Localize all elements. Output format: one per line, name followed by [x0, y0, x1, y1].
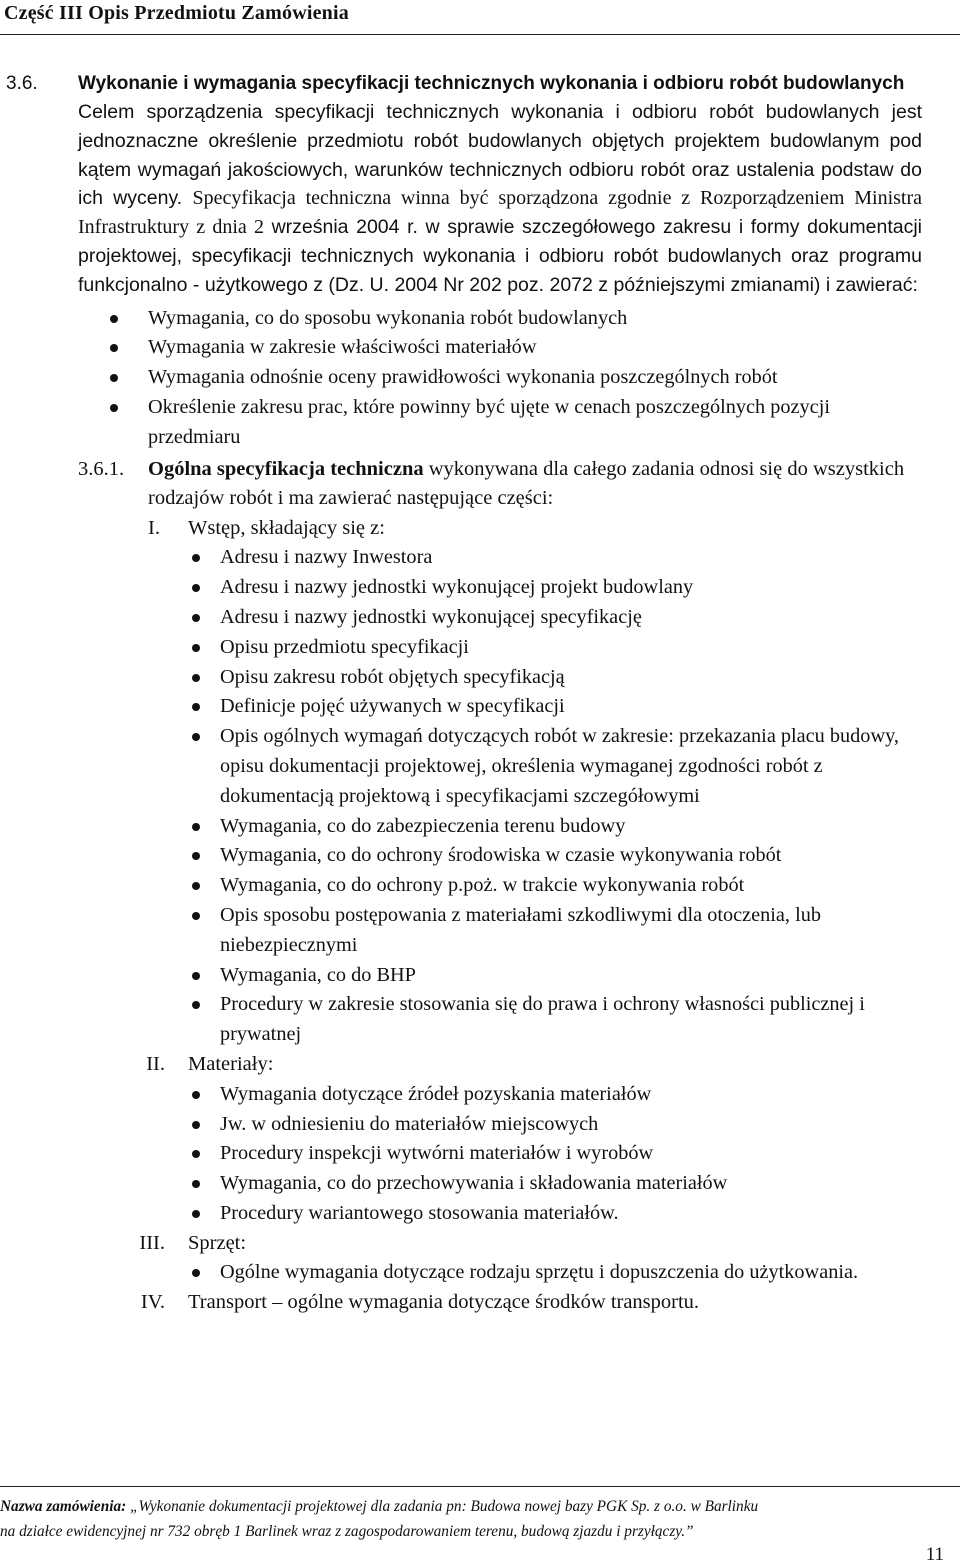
requirements-list — [0, 304, 960, 453]
list-item: Wymagania, co do BHP — [0, 961, 960, 991]
section-intro-paragraph — [78, 98, 922, 300]
page-number: 11 — [925, 1544, 944, 1565]
header-divider — [0, 34, 960, 35]
part-heading — [0, 1288, 960, 1318]
list-item: Wymagania w zakresie właściwości materiałów — [0, 333, 960, 363]
part-heading — [0, 1229, 960, 1259]
list-item: Wymagania, co do ochrony środowiska w czasie wykonywania robót — [0, 841, 960, 871]
footer-divider — [0, 1486, 960, 1487]
subsection-number: 3.6.1. — [78, 457, 125, 480]
subsection-text: wykonywana dla całego zadania odnosi się do wszystkich rodzajów robót i ma zawierać następujące części: — [148, 457, 905, 510]
part-title: Wstęp, składający się z: — [188, 516, 385, 539]
part-items-list — [0, 1258, 960, 1288]
page-header-title: Część III Opis Przedmiotu Zamówienia — [4, 2, 349, 24]
list-item: Opisu przedmiotu specyfikacji — [0, 633, 960, 663]
list-item: Procedury w zakresie stosowania się do prawa i ochrony własności publicznej i prywatnej — [0, 990, 960, 1050]
part-items-list — [0, 543, 960, 1050]
list-item: Adresu i nazwy Inwestora — [0, 543, 960, 573]
list-item: Ogólne wymagania dotyczące rodzaju sprzętu i dopuszczenia do użytkowania. — [0, 1258, 960, 1288]
list-item: Definicje pojęć używanych w specyfikacji — [0, 692, 960, 722]
footer-label: Nazwa zamówienia: — [0, 1498, 127, 1515]
list-item: Adresu i nazwy jednostki wykonującej projekt budowlany — [0, 573, 960, 603]
part-numeral: I. — [148, 516, 160, 539]
part-numeral: III. — [139, 1231, 165, 1254]
section-number: 3.6. — [6, 73, 38, 94]
part-items-list — [0, 1080, 960, 1229]
section-heading-text: Wykonanie i wymagania specyfikacji technicznych wykonania i odbioru robót budowlanych — [78, 73, 905, 94]
part-numeral: II. — [146, 1052, 165, 1075]
part-heading — [0, 1050, 960, 1080]
subsection-paragraph — [0, 455, 960, 514]
part-numeral: IV. — [140, 1291, 165, 1314]
list-item: Wymagania, co do przechowywania i składowania materiałów — [0, 1169, 960, 1199]
list-item: Wymagania, co do zabezpieczenia terenu budowy — [0, 812, 960, 842]
part-title: Materiały: — [188, 1052, 274, 1075]
footer-text-2: na działce ewidencyjnej nr 732 obręb 1 Barlinek wraz z zagospodarowaniem terenu, budową zjazdu i przyłączy.” — [0, 1523, 694, 1540]
subsection-bold-lead: Ogólna specyfikacja techniczna — [148, 457, 424, 480]
section-heading — [0, 70, 960, 98]
list-item: Wymagania, co do sposobu wykonania robót budowlanych — [0, 304, 960, 334]
footer-text-1: „Wykonanie dokumentacji projektowej dla zadania pn: Budowa nowej bazy PGK Sp. z o.o. w Barlinku — [126, 1498, 759, 1515]
list-item: Opis sposobu postępowania z materiałami szkodliwymi dla otoczenia, lub niebezpiecznymi — [0, 901, 960, 961]
list-item: Wymagania dotyczące źródeł pozyskania materiałów — [0, 1080, 960, 1110]
part-title: Sprzęt: — [188, 1231, 247, 1254]
document-body — [0, 70, 960, 1318]
list-item: Opisu zakresu robót objętych specyfikacją — [0, 663, 960, 693]
footer-line-1 — [0, 1494, 925, 1519]
list-item: Procedury wariantowego stosowania materiałów. — [0, 1199, 960, 1229]
part-title: Transport – ogólne wymagania dotyczące środków transportu. — [188, 1291, 700, 1314]
list-item: Określenie zakresu prac, które powinny być ujęte w cenach poszczególnych pozycji przedmiaru — [0, 393, 960, 453]
list-item: Adresu i nazwy jednostki wykonującej specyfikację — [0, 603, 960, 633]
list-item: Procedury inspekcji wytwórni materiałów i wyrobów — [0, 1139, 960, 1169]
list-item: Opis ogólnych wymagań dotyczących robót w zakresie: przekazania placu budowy, opisu dokumentacji projektowej, określenia wymaganej zgodności robót z dokumentacją projektową i specyfikacjami szczegółowymi — [0, 722, 960, 811]
intro-text-part1: Celem sporządzenia specyfikacji technicznych wykonania i odbioru robót budowlanych jest jednoznaczne określenie przedmiotu robót budowlanych objętych projektem budowlanym pod kątem wymagań jakościowych, warunków technicznych odbioru robót oraz ustalenia podstaw do ich wyceny. — [78, 101, 922, 210]
page-footer — [0, 1494, 925, 1544]
list-item: Jw. w odniesieniu do materiałów miejscowych — [0, 1110, 960, 1140]
list-item: Wymagania, co do ochrony p.poż. w trakcie wykonywania robót — [0, 871, 960, 901]
list-item: Wymagania odnośnie oceny prawidłowości wykonania poszczególnych robót — [0, 363, 960, 393]
intro-text-part3: września 2004 r. w sprawie szczegółowego zakresu i formy dokumentacji projektowej, specyfikacji technicznych wykonania i odbioru robót budowlanych oraz programu funkcjonalno - użytkowego z (Dz. U. 2004 Nr 202 poz. 2072 z późniejszymi zmianami) i zawierać: — [78, 216, 923, 296]
intro-text-part2: Specyfikacja techniczna winna być sporządzona zgodnie z Rozporządzeniem Ministra Infrastruktury z dnia 2 — [78, 187, 922, 239]
part-heading — [0, 514, 960, 544]
